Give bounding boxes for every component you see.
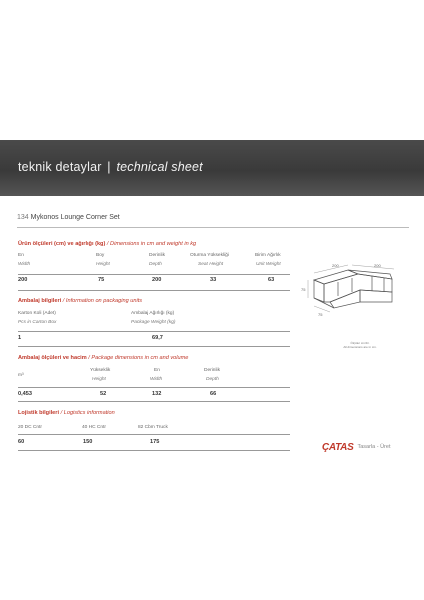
value-width: 200 bbox=[18, 277, 28, 283]
table-row bbox=[18, 335, 290, 344]
header-pkg-depth-en: Depth bbox=[206, 377, 219, 382]
packaging-table bbox=[18, 311, 290, 349]
logistics-table bbox=[18, 425, 290, 453]
dimensions-title-en: Dimensions in cm and weight in kg bbox=[110, 241, 197, 247]
product-name: Mykonos Lounge Corner Set bbox=[30, 214, 120, 221]
logistics-title-en: Logistics information bbox=[63, 410, 115, 416]
header-pkg-height-tr: Yükseklik bbox=[90, 368, 111, 373]
value-pkg-depth: 66 bbox=[210, 391, 217, 397]
value-height: 75 bbox=[98, 277, 105, 283]
header-pkg-width-en: Width bbox=[150, 377, 163, 382]
table-row bbox=[18, 425, 290, 434]
drawing-note-tr: Ölçüler cm'dir. bbox=[350, 341, 370, 345]
header-40hc: 40 HC Cntr bbox=[82, 425, 106, 430]
value-truck: 175 bbox=[150, 439, 160, 445]
banner-subtitle: technical sheet bbox=[116, 160, 203, 174]
header-banner bbox=[0, 140, 424, 196]
package-dims-table bbox=[18, 368, 290, 402]
header-carton-tr: Karton Koli (Adet) bbox=[18, 311, 56, 316]
logistics-section-title bbox=[18, 410, 115, 416]
value-pkg-width: 132 bbox=[152, 391, 162, 397]
dimensions-table bbox=[18, 253, 290, 293]
value-depth: 200 bbox=[152, 277, 162, 283]
sofa-technical-drawing bbox=[300, 262, 412, 318]
divider bbox=[18, 401, 290, 402]
table-row bbox=[18, 262, 290, 271]
divider bbox=[18, 387, 290, 388]
brand-logo: ÇATAS bbox=[322, 441, 354, 453]
dimensions-title-tr: Ürün ölçüleri (cm) ve ağırlığı (kg) bbox=[18, 241, 106, 247]
table-row bbox=[18, 253, 290, 262]
header-pkg-depth-tr: Derinlik bbox=[204, 368, 220, 373]
package-dims-title-tr: Ambalaj ölçüleri ve hacim bbox=[18, 355, 87, 361]
drawing-note bbox=[330, 341, 390, 349]
header-pkg-height-en: Height bbox=[92, 377, 106, 382]
header-truck: 82 Cbm Truck bbox=[138, 425, 168, 430]
header-unit-weight-en: Unit Weight bbox=[256, 262, 281, 267]
divider bbox=[18, 450, 290, 451]
header-depth-en: Depth bbox=[149, 262, 162, 267]
drawing-note-en: All dimensions are in cm. bbox=[343, 345, 377, 349]
header-package-weight-en: Package Weight (kg) bbox=[131, 320, 176, 325]
table-row bbox=[18, 320, 290, 329]
package-dims-section-title bbox=[18, 355, 188, 361]
header-width-en: Width bbox=[18, 262, 31, 267]
header-depth-tr: Derinlik bbox=[149, 253, 165, 258]
header-unit-weight-tr: Birim Ağırlık bbox=[255, 253, 281, 258]
logistics-title-tr: Lojistik bilgileri bbox=[18, 410, 60, 416]
header-height-tr: Boy bbox=[96, 253, 105, 258]
table-row bbox=[18, 277, 290, 286]
header-pkg-width-tr: En bbox=[154, 368, 160, 373]
header-width-tr: En bbox=[18, 253, 24, 258]
banner-separator: | bbox=[107, 160, 111, 174]
divider bbox=[18, 331, 290, 332]
divider bbox=[18, 274, 290, 275]
dim-height: 75 bbox=[301, 287, 306, 292]
package-dims-title-separator: / bbox=[88, 355, 90, 361]
product-heading bbox=[17, 214, 409, 228]
header-carton-en: Pcs in Carton Box bbox=[18, 320, 57, 325]
value-package-weight: 69,7 bbox=[152, 335, 163, 341]
brand-block bbox=[322, 440, 390, 454]
dimensions-title-separator: / bbox=[106, 241, 109, 247]
table-row bbox=[18, 439, 290, 448]
product-code: 134 bbox=[17, 214, 29, 221]
dim-bottom: 75 bbox=[318, 312, 323, 317]
table-row bbox=[18, 377, 290, 386]
header-seat-height-tr: Oturma Yüksekliği bbox=[190, 253, 229, 258]
header-volume: m³ bbox=[18, 373, 24, 378]
table-row bbox=[18, 311, 290, 320]
dim-top-right: 200 bbox=[374, 263, 381, 268]
banner-title: teknik detaylar bbox=[18, 160, 102, 174]
packaging-title-en: Information on packaging units bbox=[65, 298, 143, 304]
value-volume: 0,453 bbox=[18, 391, 32, 397]
packaging-title-tr: Ambalaj bilgileri bbox=[18, 298, 62, 304]
divider bbox=[18, 290, 290, 291]
header-height-en: Height bbox=[96, 262, 110, 267]
divider bbox=[18, 346, 290, 347]
value-seat-height: 33 bbox=[210, 277, 217, 283]
packaging-section-title bbox=[18, 298, 142, 304]
header-package-weight-tr: Ambalaj Ağırlığı (kg) bbox=[131, 311, 175, 316]
header-20dc: 20 DC Cntr bbox=[18, 425, 42, 430]
dimensions-section-title bbox=[18, 241, 196, 247]
header-seat-height-en: Seat Height bbox=[198, 262, 224, 267]
table-row bbox=[18, 368, 290, 377]
value-20dc: 60 bbox=[18, 439, 25, 445]
logistics-title-separator: / bbox=[60, 410, 63, 416]
package-dims-title-en: Package dimensions in cm and volume bbox=[91, 355, 189, 361]
value-pkg-height: 52 bbox=[100, 391, 107, 397]
packaging-title-separator: / bbox=[62, 298, 65, 304]
dim-top-left: 200 bbox=[332, 263, 339, 268]
divider bbox=[18, 434, 290, 435]
brand-tagline: Tasarla - Üret bbox=[357, 444, 391, 450]
value-40hc: 150 bbox=[83, 439, 93, 445]
table-row bbox=[18, 391, 290, 400]
value-unit-weight: 63 bbox=[268, 277, 275, 283]
value-carton: 1 bbox=[18, 335, 22, 341]
